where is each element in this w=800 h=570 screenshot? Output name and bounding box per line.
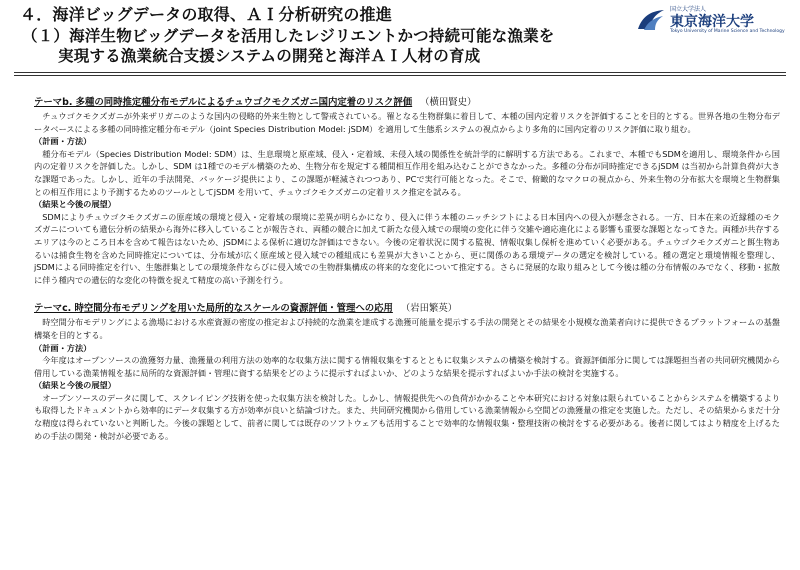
wave-logo-icon — [636, 7, 666, 33]
header — [0, 0, 800, 80]
theme-c-section — [34, 302, 780, 442]
logo-english-name: Tokyo University of Marine Science and Technology — [670, 29, 785, 34]
theme-c-method: 今年度はオープンソースの漁獲努力量、漁獲量の利用方法の効率的な収集方法に関する情報収集をするとともに収集システムの構築を検討する。資源評価部分に関しては課題担当者の共同研究機関から借用している漁業情報を基に局所的な資源評価・管理に資する結果をどのように提示すればよいか、どのような結果を提示すればよいか手法の検討を実施する。 — [34, 355, 780, 378]
theme-b-method-heading: （計画・方法） — [34, 136, 92, 147]
theme-b-title-text: テーマb. 多種の同時推定種分布モデルによるチュウゴクモクズガニ国内定着のリスク評価 — [34, 97, 413, 108]
theme-b-section — [34, 96, 780, 286]
header-divider-top — [14, 72, 786, 73]
theme-c-method-heading: （計画・方法） — [34, 342, 92, 353]
document-body — [34, 96, 780, 442]
theme-c-title — [34, 302, 780, 316]
theme-b-result-heading: （結果と今後の展望） — [34, 199, 116, 210]
theme-b-title — [34, 96, 780, 110]
theme-c-author: （岩田繁英） — [400, 303, 458, 315]
header-divider-bottom — [14, 75, 786, 76]
theme-b-method: 種分布モデル（Species Distribution Model: SDM）は、生息環境と原産域、侵入・定着域、未侵入域の関係性を統計学的に解明する方法である。これまで、本種でもSDMを適用し、環境条件から国内の定着リスクを評価した。しかし、SDM は1種でのモデル構築のため、生物分布を規定する種間相互作用を組み込むことができなかった。多種の分布が同時推定できるjSDM は当初から計算負荷が大きな課題であった。しかし、近年の手法開発、パッケージ提供により、この課題が軽減されつつあり、PCで実行可能となった。そこで、俯瞰的なマクロの視点から、外来生物の分布拡大を環境と生物群集との相互作用により予測するためのツールとしてjSDM を用いて、チュウゴクモクズガニの定着リスク推定を試みる。 — [34, 148, 780, 197]
page-subheading: （１）海洋生物ビッグデータを活用したレジリエントかつ持続可能な漁業を — [22, 27, 555, 45]
page-heading: ４．海洋ビッグデータの取得、ＡＩ分析研究の推進 — [20, 5, 392, 24]
theme-b-author: （横田賢史） — [420, 97, 477, 108]
logo-name: 東京海洋大学 — [670, 14, 754, 30]
page-subheading-continued: 実現する漁業統合支援システムの開発と海洋ＡＩ人材の育成 — [58, 47, 481, 65]
theme-c-title-text: テーマc. 時空間分布モデリングを用いた局所的なスケールの資源評価・管理への応用 — [34, 303, 393, 315]
theme-c-intro: 時空間分布モデリングによる漁場における水産資源の密度の推定および持続的な漁業を達成する漁獲可能量を提示する手法の開発とその結果を小規模な漁業者向けに提供できるプラットフォームの基盤構築を目的とする。 — [34, 317, 780, 340]
theme-b-result: SDMによりチュウゴクモクズガニの原産域の環境と侵入・定着域の環境に差異が明らかになり、侵入に伴う本種のニッチシフトによる日本国内への侵入が懸念される。一方、日本在来の近縁種のモクズガニについても遺伝分析の結果から海外に移入していることが報告され、両種の競合に加えて新たな侵入域での環境の変化に伴う交雑や適応進化による影響も重要な課題となってきた。両種が共存するエリアは今のところ日本を含めて報告はないため、jSDMによる保析に適切な評価はできない。今後の定着状況に関する監視、情報収集し保析を進めていく必要がある。チュウゴクモクズガニと餌生物あるいは捕食生物を含めた同時推定については、分布域が広く原産域と侵入域での種組成にも差異が大きいことから、更に関係のある環境データの選定を検討している。種の選定と環境情報を整理し、jSDMによる同時推定を行い、生態群集としての環境条件ならびに侵入域での生物群集構成の将来的な変化について推定する。さらに発展的な取り組みとして今後は種の分布情報のみでなく、移動・拡散に伴う種内での遺伝的な変化の特徴を捉えて精度の高い予測を行う。 — [34, 211, 780, 285]
logo-small-text: 国立大学法人 — [670, 6, 707, 13]
university-logo — [636, 3, 786, 37]
theme-c-result-heading: （結果と今後の展望） — [34, 380, 116, 391]
theme-c-result: オープンソースのデータに関して、スクレイピング技術を使った収集方法を検討した。しかし、情報提供先への負荷がかかることや本研究における対象は限られていることからシステムを構築するよりも取得したドキュメントから効率的にデータ収集する方が効率が良いと結論づけた。また、共同研究機関から借用している漁業情報から空間どの漁獲量の推定を実施した。ただし、その結果からまだ十分な精度は得られていないと判断した。今後の課題として、前者に関しては既存のソフトウェアも活用することで効率的な情報収集・整理技術の検討をする必要がある。後者に関してはより精度を上げるための手法の開発・検討が必要である。 — [34, 392, 780, 441]
theme-b-intro: チュウゴクモクズガニが外来ザリガニのような国内の侵略的外来生物として警戒されている。罹となる生物群集に着目して、本種の国内定着リスクを評価することを目的とする。世界各地の生物分布データベースによる多種の同時推定種分布モデル（joint Species Distribution Model: jSDM）を適用して生態系システムの視点からより多角的に国内定着のリスク評価に取り組む。 — [34, 111, 780, 134]
